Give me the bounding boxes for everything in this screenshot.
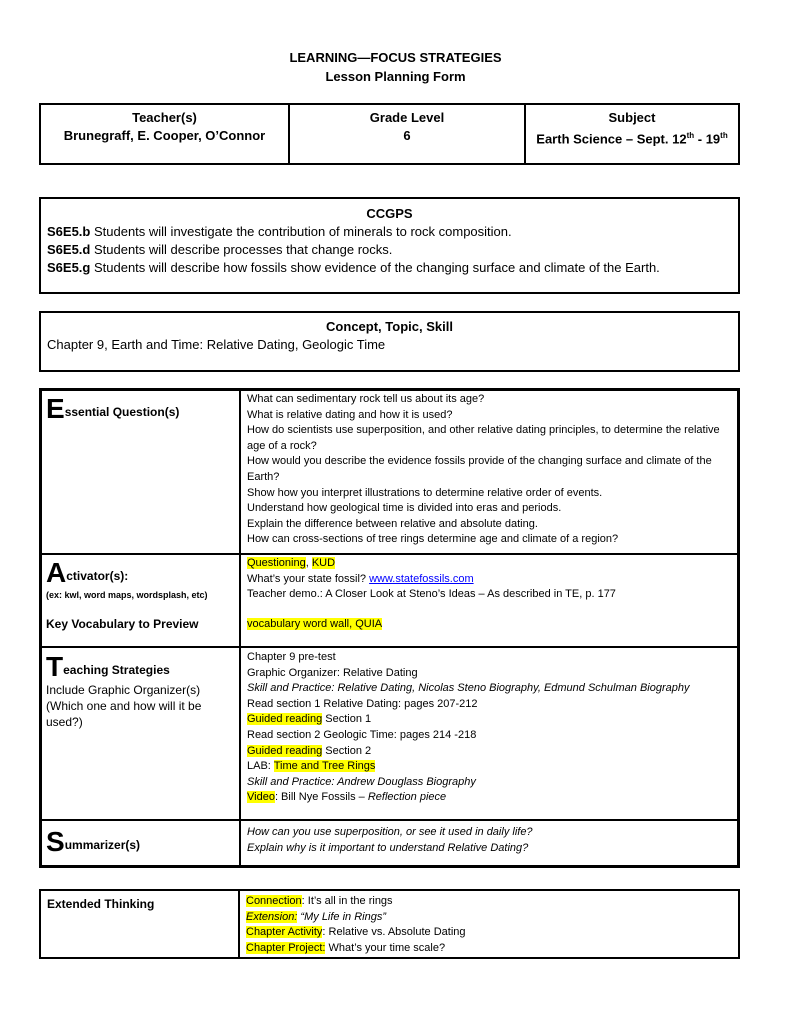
concept-text: Chapter 9, Earth and Time: Relative Dating, Geologic Time [47, 337, 386, 352]
teacher-label: Teacher(s) [132, 110, 197, 125]
vocab-label: Key Vocabulary to Preview [46, 617, 199, 631]
concept-box [39, 311, 740, 372]
question-item: How do scientists use superposition, and other relative dating principles, to determine the relative age of a rock? [247, 424, 720, 452]
grade-label: Grade Level [369, 110, 445, 125]
extended-line: Chapter Project: What’s your time scale? [246, 941, 446, 954]
row-divider [42, 553, 737, 555]
teaching-line: Guided reading Section 2 [247, 744, 372, 757]
extended-line: Chapter Activity: Relative vs. Absolute Dating [246, 926, 466, 939]
row-divider [42, 646, 737, 648]
teaching-content [247, 650, 732, 806]
summarizer-line: How can you use superposition, or see it used in daily life? [247, 826, 533, 838]
teacher-cell [41, 105, 290, 163]
extended-line: Connection: It’s all in the rings [246, 895, 393, 907]
standard-item: S6E5.b Students will investigate the contribution of minerals to rock composition. [47, 224, 512, 239]
ccgps-title: CCGPS [366, 206, 413, 221]
teaching-label: Teaching Strategies Include Graphic Organizer(s) (Which one and how will it be used?) [46, 653, 236, 730]
teaching-line: Skill and Practice: Relative Dating, Nicolas Steno Biography, Edmund Schulman Biography [247, 682, 690, 695]
ccgps-standards [41, 223, 738, 277]
teaching-sub: Include Graphic Organizer(s) (Which one and how will it be used?) [46, 683, 202, 729]
activator-content [247, 556, 732, 603]
extended-label: Extended Thinking [47, 897, 155, 911]
question-item: What can sedimentary rock tell us about its age? [247, 393, 485, 405]
teaching-line: Graphic Organizer: Relative Dating [247, 666, 418, 679]
subject-value: Earth Science – Sept. 12th - 19th [536, 131, 728, 147]
ccgps-box [39, 197, 740, 294]
teaching-line: Read section 1 Relative Dating: pages 207-212 [247, 697, 478, 710]
extended-content [246, 894, 731, 956]
standard-item: S6E5.g Students will describe how fossils show evidence of the changing surface and climate of the Earth. [47, 260, 660, 275]
activator-line: What’s your state fossil? www.statefossils.com [247, 572, 474, 585]
question-item: Explain the difference between relative and absolute dating. [247, 517, 538, 530]
row-divider [42, 819, 737, 821]
grade-value: 6 [403, 128, 411, 143]
grade-cell [290, 105, 526, 163]
activator-line: Questioning, KUD [247, 557, 336, 569]
standard-item: S6E5.d Students will describe processes that change rocks. [47, 242, 393, 257]
form-title: LEARNING—FOCUS STRATEGIES [289, 50, 502, 65]
teacher-value: Brunegraff, E. Cooper, O’Connor [63, 128, 266, 143]
teaching-line: Read section 2 Geologic Time: pages 214 -218 [247, 728, 477, 741]
summarizer-content [247, 825, 732, 856]
question-item: Understand how geological time is divided into eras and periods. [247, 502, 562, 515]
question-item: How would you describe the evidence fossils provide of the changing surface and climate of the Earth? [247, 455, 712, 483]
extended-table [39, 889, 740, 959]
subject-label: Subject [608, 110, 656, 125]
teaching-line: Video: Bill Nye Fossils – Reflection piece [247, 791, 447, 804]
info-table [39, 103, 740, 165]
essential-label: Essential Question(s) [46, 393, 180, 424]
teaching-line: LAB: Time and Tree Rings [247, 760, 376, 773]
vocab-value: vocabulary word wall, QUIA [247, 618, 383, 630]
teaching-line: Chapter 9 pre-test [247, 651, 336, 663]
summarizer-label: Summarizer(s) [46, 826, 141, 857]
question-item: Show how you interpret illustrations to determine relative order of events. [247, 486, 603, 499]
column-divider [238, 891, 240, 957]
activator-line: Teacher demo.: A Closer Look at Steno’s Ideas – As described in TE, p. 177 [247, 588, 616, 601]
planning-table [39, 388, 740, 868]
concept-title: Concept, Topic, Skill [326, 319, 453, 334]
teaching-line: Skill and Practice: Andrew Douglass Biography [247, 775, 476, 788]
subject-cell [526, 105, 738, 163]
form-subtitle: Lesson Planning Form [325, 69, 466, 84]
teaching-line: Guided reading Section 1 [247, 713, 372, 726]
extended-line: Extension: “My Life in Rings” [246, 910, 387, 923]
activator-label: Activator(s): (ex: kwl, word maps, wordsplash, etc) [46, 559, 236, 602]
essential-questions [247, 392, 732, 548]
question-item: What is relative dating and how it is used? [247, 408, 453, 421]
question-item: How can cross-sections of tree rings determine age and climate of a region? [247, 533, 619, 546]
summarizer-line: Explain why is it important to understand Relative Dating? [247, 841, 529, 854]
state-fossils-link[interactable]: www.statefossils.com [369, 572, 474, 585]
column-divider [239, 391, 241, 865]
activator-sub: (ex: kwl, word maps, wordsplash, etc) [46, 590, 208, 600]
